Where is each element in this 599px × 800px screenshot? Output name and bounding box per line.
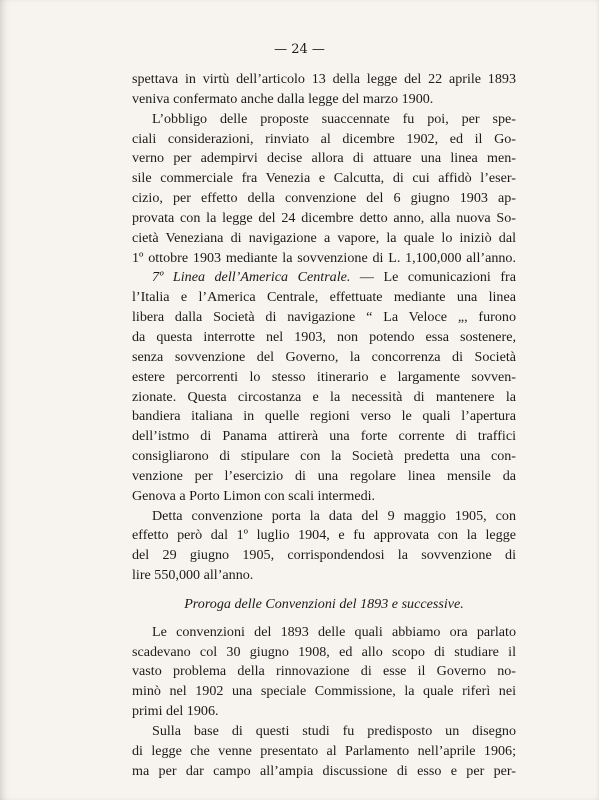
text-line: primi del 1906. [132,703,219,720]
text-line: scadevano col 30 giugno 1908, ed allo scopo di studiare il [132,643,516,660]
text-line: estere percorrenti lo stesso itinerario e largamente sovven- [132,368,516,385]
spacer [132,615,516,623]
text-line: spettava in virtù dell’articolo 13 della legge del 22 aprile 1893 [132,71,516,87]
paragraph-3 [132,268,516,506]
text-fragment: — Le comunicazioni fra [350,269,516,286]
text-line: ma per dar campo all’ampia discussione di esso e per per- [132,762,516,779]
section-heading: Proroga delle Convenzioni del 1893 e successive. [184,595,464,612]
text-line: cietà Veneziana di navigazione a vapore, la quale lo iniziò dal [132,229,516,246]
text-line: libera dalla Società di navigazione “ La Veloce „, furono [132,309,516,326]
paragraph-4 [132,507,516,586]
text-line: Sulla base di questi studi fu predisposto un disegno [152,723,516,739]
inline-section-heading: 7º Linea dell’America Centrale. [152,269,351,286]
text-line: da questa interrotte nel 1903, non potendo essa sostenere, [132,328,516,345]
text-line: cizio, per effetto della convenzione del 6 giugno 1903 ap- [132,190,516,207]
spacer [132,586,516,595]
page-number: — 24 — [274,42,325,57]
text-line: veniva confermato anche dalla legge del marzo 1900. [132,90,434,107]
text-line: verno per adempirvi decise allora di attuare una linea men- [132,150,516,167]
text-line: ciali considerazioni, rinviato al dicembre 1902, ed il Go- [132,130,516,147]
text-line: sile commerciale fra Venezia e Calcutta, di cui affidò l’eser- [132,170,516,187]
text-line: dell’istmo di Panama attirerà una forte corrente di traffici [132,428,516,445]
paragraph-6 [132,722,516,782]
text-line: 1º ottobre 1903 mediante la sovvenzione di L. 1,100,000 all’anno. [132,249,516,266]
text-line: minò nel 1902 una speciale Commissione, la quale riferì nei [132,683,516,700]
text-line: senza sovvenzione del Governo, la concorrenza di Società [132,348,516,365]
text-line: vasto problema della rinnovazione di esse il Governo no- [132,663,516,680]
text-line: zionate. Questa circostanza e la necessità di mantenere la [132,388,516,405]
text-line: l’Italia e l’America Centrale, effettuate mediante una linea [132,289,516,306]
text-line: venzione per l’esercizio di una regolare linea mensile da [132,467,516,484]
text-line: Genova a Porto Limon con scali intermedi. [132,487,376,504]
paragraph-2 [132,110,516,269]
page-body [132,70,516,782]
paragraph-1 [132,70,516,110]
text-line [132,268,516,288]
text-line: del 29 giugno 1905, corrispondendosi la sovvenzione di [132,547,516,564]
text-line: Le convenzioni del 1893 delle quali abbiamo ora parlato [152,623,516,640]
paragraph-5 [132,623,516,722]
text-line: bandiera italiana in quelle regioni verso le quali l’apertura [132,408,516,425]
text-line: provata con la legge del 24 dicembre detto anno, alla nuova So- [132,209,516,226]
text-line: consigliarono di stipulare con la Società predetta una con- [132,448,516,465]
text-line: L’obbligo delle proposte suaccennate fu poi, per spe- [152,110,516,127]
text-line: effetto però dal 1º luglio 1904, e fu approvata con la legge [132,527,516,544]
text-line: lire 550,000 all’anno. [132,567,254,584]
text-line: Detta convenzione porta la data del 9 maggio 1905, con [152,507,516,524]
text-line: di legge che venne presentato al Parlamento nell’aprile 1906; [132,742,516,759]
